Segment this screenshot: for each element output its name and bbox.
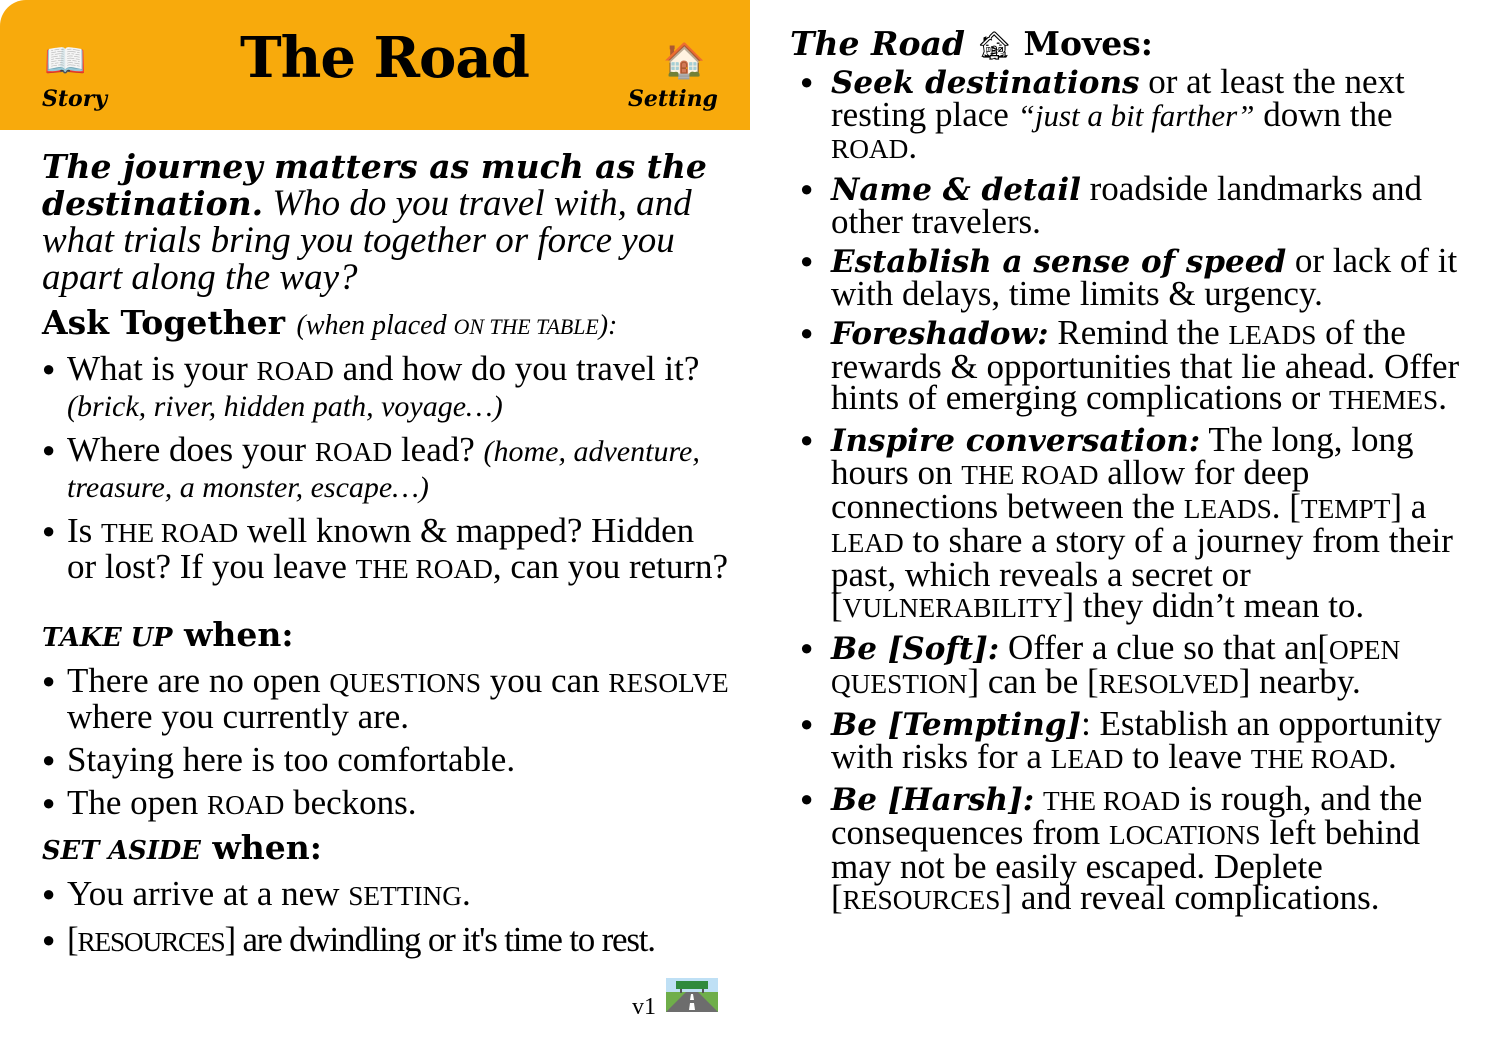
list-item: ● Be [Soft]: Offer a clue so that an[OPEN QUESTION] can be [RESOLVED] nearby. — [790, 632, 1470, 700]
list-item: ● Establish a sense of speed or lack of it with delays, time limits & urgency. — [790, 245, 1470, 309]
list-item: ● Name & detail roadside landmarks and other travelers. — [790, 173, 1470, 237]
take-up-list — [42, 661, 732, 832]
ask-together-list — [42, 349, 732, 596]
header-banner — [0, 0, 750, 130]
list-item: ● [RESOURCES] are dwindling or it's time to rest. — [42, 923, 732, 959]
haunted-house-icon: 🏚 — [976, 29, 1012, 62]
intro-paragraph — [42, 148, 732, 296]
intro-text: Who do you travel with, and what trials bring you together or force you apart along the way? — [42, 183, 692, 298]
version-label: v1 — [632, 994, 656, 1020]
list-item: ● Seek destinations or at least the next resting place “just a bit farther” down the ROAD. — [790, 66, 1470, 165]
story-label: Story — [42, 86, 108, 112]
list-item: ● Is THE ROAD well known & mapped? Hidden or lost? If you leave THE ROAD, can you return? — [42, 514, 732, 586]
list-item: ● Foreshadow: Remind the LEADS of the rewards & opportunities that lie ahead. Offer hints of emerging complications or THEMES. — [790, 317, 1470, 416]
take-up-heading: TAKE UP when: — [42, 615, 294, 654]
list-item: ● The open ROAD beckons. — [42, 786, 732, 822]
book-icon: 📖 — [44, 41, 87, 81]
list-item: ● Be [Tempting]: Establish an opportunity with risks for a LEAD to leave THE ROAD. — [790, 708, 1470, 775]
intro-lead: The journey matters as much as the destination. — [42, 147, 707, 223]
list-item: ● Be [Harsh]: THE ROAD is rough, and the consequences from LOCATIONS left behind may not be easily escaped. Deplete [RESOURCES] and reveal complications. — [790, 783, 1470, 916]
list-item: ● What is your ROAD and how do you travel it? (brick, river, hidden path, voyage…) — [42, 352, 732, 423]
moves-list — [790, 62, 1470, 918]
ask-together-title: Ask Together — [42, 303, 286, 342]
set-aside-list — [42, 874, 732, 969]
list-item: ● You arrive at a new SETTING. — [42, 877, 732, 913]
setting-label: Setting — [628, 86, 718, 112]
set-aside-heading: SET ASIDE when: — [42, 828, 322, 867]
list-item: ● Inspire conversation: The long, long hours on THE ROAD allow for deep connections between the LEADS. [TEMPT] a LEAD to share a story of a journey from their past, which reveals a secret or [VULNERABILITY] they didn’t mean to. — [790, 424, 1470, 624]
list-item: ● Staying here is too comfortable. — [42, 743, 732, 776]
moves-title: The Road 🏚 Moves: — [790, 24, 1153, 63]
ask-together-heading — [42, 305, 617, 342]
list-item: ● Where does your ROAD lead? (home, adventure, treasure, a monster, escape…) — [42, 433, 732, 504]
moves-panel — [790, 26, 1470, 924]
road-icon — [666, 978, 718, 1012]
list-item: ● There are no open QUESTIONS you can RESOLVE where you currently are. — [42, 664, 732, 733]
page-title: The Road — [240, 25, 529, 91]
house-icon: 🏠 — [663, 41, 706, 81]
ask-together-subtitle: (when placed ON THE TABLE): — [296, 310, 618, 341]
